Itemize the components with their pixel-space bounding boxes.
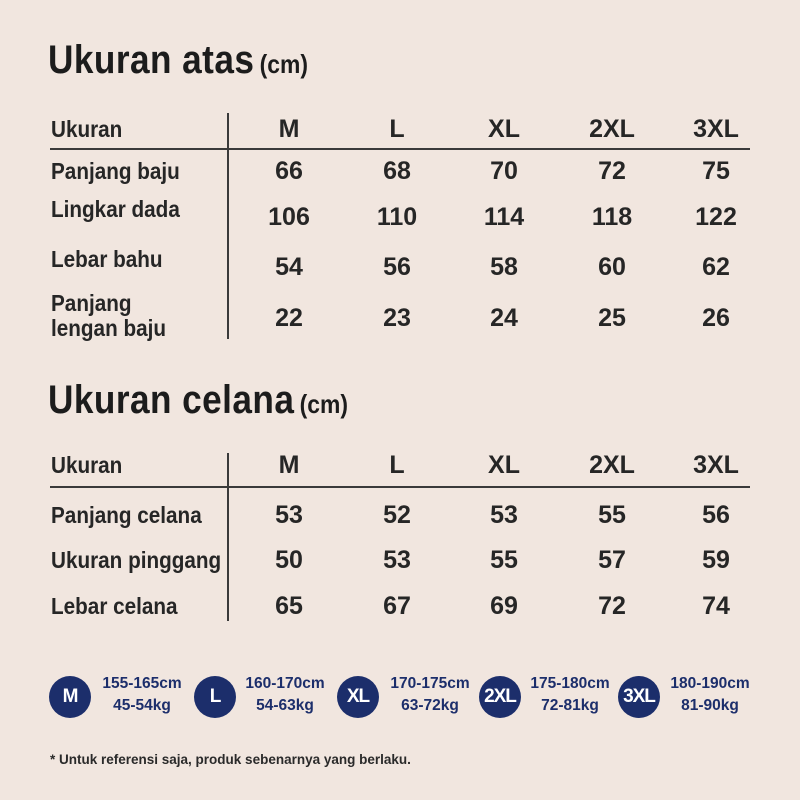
legend-text [523, 673, 617, 717]
table-cell: 106 [268, 202, 310, 231]
top-header-size: M [278, 114, 300, 143]
top-title-unit: (cm) [259, 49, 308, 79]
table-row [50, 495, 750, 535]
table-cell: 72 [598, 156, 626, 185]
table-cell: 70 [490, 156, 518, 185]
size-badge-icon: XL [337, 676, 379, 718]
size-badge-icon: M [49, 676, 91, 718]
row-label: Lingkar dada [51, 195, 180, 222]
legend-text [97, 673, 187, 717]
table-cell: 55 [598, 500, 626, 529]
table-cell: 22 [275, 303, 303, 332]
table-cell: 53 [490, 500, 518, 529]
table-cell: 118 [591, 202, 633, 231]
top-header-row [50, 109, 750, 149]
table-cell: 66 [275, 156, 303, 185]
table-row [50, 247, 750, 287]
legend-height: 160-170cm [245, 675, 325, 692]
legend-text [383, 673, 477, 717]
table-cell: 67 [383, 591, 411, 620]
row-label: Lebar celana [51, 592, 178, 619]
table-cell: 58 [490, 252, 518, 281]
size-badge-icon: 3XL [618, 676, 660, 718]
legend-weight: 81-90kg [681, 697, 739, 714]
size-legend [0, 668, 800, 728]
table-cell: 65 [275, 591, 303, 620]
bottom-header-size: XL [488, 450, 520, 479]
table-row [50, 540, 750, 580]
table-cell: 56 [383, 252, 411, 281]
row-label: Panjang lengan baju [51, 290, 167, 341]
bottom-header-row [50, 445, 750, 485]
legend-text [663, 673, 757, 717]
row-label: Panjang baju [51, 157, 180, 184]
size-badge-icon: 2XL [479, 676, 521, 718]
legend-height: 155-165cm [102, 675, 182, 692]
table-cell: 24 [490, 303, 518, 332]
top-title-text: Ukuran atas [48, 38, 255, 82]
table-row [50, 586, 750, 626]
table-cell: 53 [275, 500, 303, 529]
top-header-size: L [389, 114, 405, 143]
table-cell: 74 [702, 591, 730, 620]
row-label: Ukuran pinggang [51, 546, 222, 573]
top-header-label: Ukuran [51, 115, 123, 142]
legend-weight: 72-81kg [541, 697, 599, 714]
table-cell: 50 [275, 545, 303, 574]
table-cell: 110 [376, 202, 418, 231]
row-label: Lebar bahu [51, 245, 163, 272]
bottom-header-size: L [389, 450, 405, 479]
table-cell: 26 [702, 303, 730, 332]
table-cell: 60 [598, 252, 626, 281]
table-cell: 122 [695, 202, 737, 231]
table-cell: 56 [702, 500, 730, 529]
table-row [50, 197, 750, 237]
table-cell: 68 [383, 156, 411, 185]
table-cell: 23 [383, 303, 411, 332]
top-header-size: XL [488, 114, 520, 143]
top-table-title [48, 38, 308, 83]
bottom-title-text: Ukuran celana [48, 378, 295, 422]
size-badge-icon: L [194, 676, 236, 718]
top-header-size: 2XL [589, 114, 635, 143]
bottom-table-title [48, 378, 348, 423]
table-cell: 54 [275, 252, 303, 281]
table-cell: 55 [490, 545, 518, 574]
table-cell: 52 [383, 500, 411, 529]
row-label: Panjang celana [51, 501, 202, 528]
bottom-header-size: 3XL [693, 450, 739, 479]
disclaimer-note: * Untuk referensi saja, produk sebenarnya yang berlaku. [50, 752, 411, 767]
bottom-header-size: M [278, 450, 300, 479]
table-cell: 25 [598, 303, 626, 332]
legend-height: 180-190cm [670, 675, 750, 692]
legend-weight: 45-54kg [113, 697, 171, 714]
table-cell: 72 [598, 591, 626, 620]
table-cell: 62 [702, 252, 730, 281]
top-size-table [50, 105, 750, 340]
legend-weight: 63-72kg [401, 697, 459, 714]
table-cell: 114 [483, 202, 525, 231]
bottom-header-label: Ukuran [51, 451, 123, 478]
bottom-header-size: 2XL [589, 450, 635, 479]
legend-height: 170-175cm [390, 675, 470, 692]
top-header-divider [50, 148, 750, 150]
table-row [50, 151, 750, 191]
table-cell: 69 [490, 591, 518, 620]
bottom-header-divider [50, 486, 750, 488]
table-cell: 53 [383, 545, 411, 574]
table-cell: 59 [702, 545, 730, 574]
bottom-title-unit: (cm) [299, 389, 348, 419]
top-header-size: 3XL [693, 114, 739, 143]
table-cell: 75 [702, 156, 730, 185]
table-cell: 57 [598, 545, 626, 574]
legend-height: 175-180cm [530, 675, 610, 692]
legend-text [240, 673, 330, 717]
bottom-size-table [50, 445, 750, 625]
legend-weight: 54-63kg [256, 697, 314, 714]
table-row [50, 291, 750, 341]
